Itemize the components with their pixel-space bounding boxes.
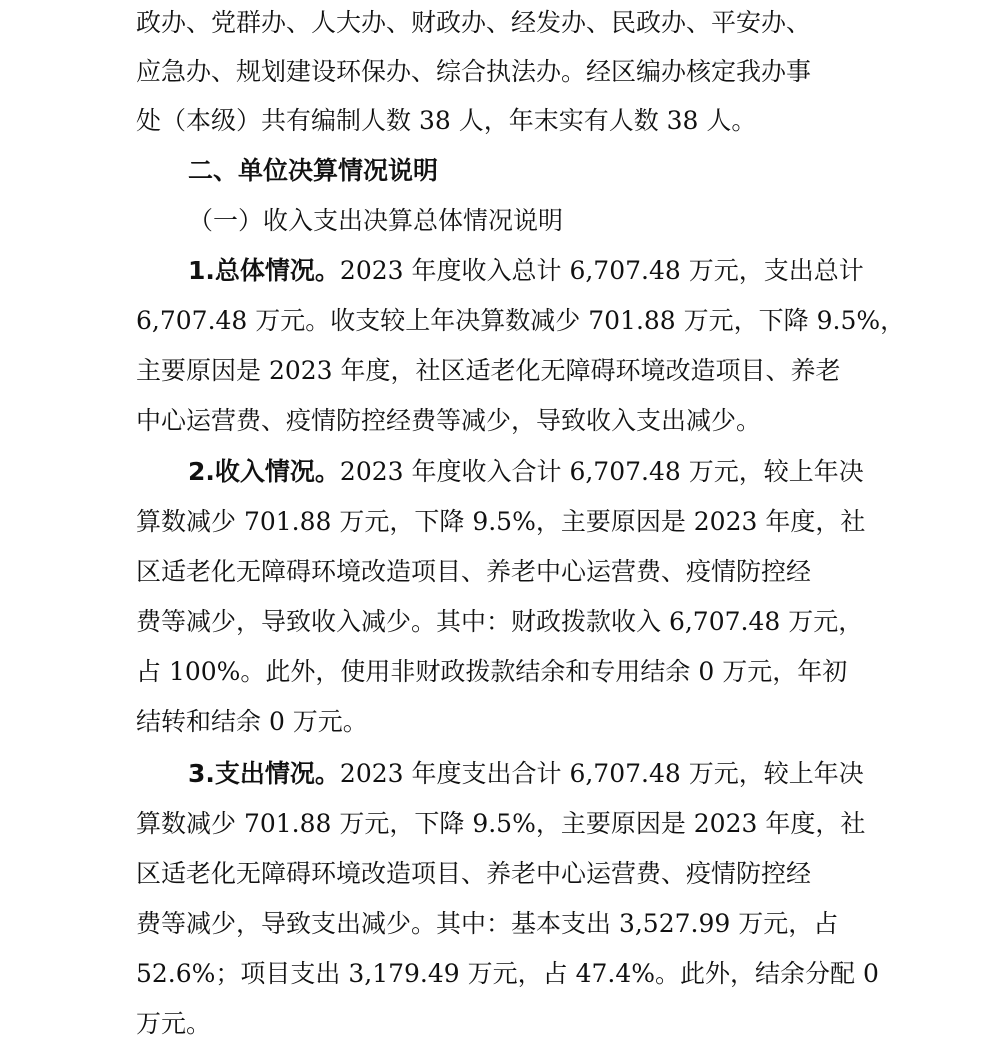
paragraph-line: 政办、党群办、人大办、财政办、经发办、民政办、平安办、 bbox=[136, 8, 812, 37]
paragraph-line: 费等减少，导致收入减少。其中：财政拨款收入 6,707.48 万元， bbox=[136, 607, 864, 636]
paragraph-line: 处（本级）共有编制人数 38 人，年末实有人数 38 人。 bbox=[136, 106, 757, 135]
paragraph-text: 2023 年度收入总计 6,707.48 万元，支出总计 bbox=[339, 256, 864, 285]
run-in-heading: 支出情况。 bbox=[214, 759, 340, 788]
section-heading: 二、单位决算情况说明 bbox=[188, 156, 439, 185]
paragraph-line: 占 100%。此外，使用非财政拨款结余和专用结余 0 万元，年初 bbox=[136, 657, 848, 686]
paragraph-first-line bbox=[0, 246, 1000, 296]
paragraph-line: 算数减少 701.88 万元，下降 9.5%，主要原因是 2023 年度，社 bbox=[136, 507, 866, 536]
item-number: 3. bbox=[188, 759, 215, 788]
paragraph-line: 区适老化无障碍环境改造项目、养老中心运营费、疫情防控经 bbox=[136, 859, 812, 888]
subsection-heading: （一）收入支出决算总体情况说明 bbox=[188, 206, 564, 235]
paragraph-line: 结转和结余 0 万元。 bbox=[136, 707, 368, 736]
paragraph-text: 2023 年度收入合计 6,707.48 万元，较上年决 bbox=[339, 457, 864, 486]
item-number: 1. bbox=[188, 256, 215, 285]
paragraph-first-line bbox=[0, 447, 1000, 497]
paragraph-first-line bbox=[0, 749, 1000, 799]
paragraph-line: 区适老化无障碍环境改造项目、养老中心运营费、疫情防控经 bbox=[136, 557, 812, 586]
paragraph-line: 6,707.48 万元。收支较上年决算数减少 701.88 万元，下降 9.5%， bbox=[136, 306, 906, 335]
paragraph-line: 中心运营费、疫情防控经费等减少，导致收入支出减少。 bbox=[136, 406, 762, 435]
paragraph-line: 主要原因是 2023 年度，社区适老化无障碍环境改造项目、养老 bbox=[136, 356, 841, 385]
paragraph-line: 应急办、规划建设环保办、综合执法办。经区编办核定我办事 bbox=[136, 57, 812, 86]
run-in-heading: 收入情况。 bbox=[214, 457, 340, 486]
paragraph-line: 52.6%；项目支出 3,179.49 万元，占 47.4%。此外，结余分配 0 bbox=[136, 959, 879, 988]
item-number: 2. bbox=[188, 457, 215, 486]
paragraph-line: 算数减少 701.88 万元，下降 9.5%，主要原因是 2023 年度，社 bbox=[136, 809, 866, 838]
paragraph-line: 万元。 bbox=[136, 1009, 212, 1038]
paragraph-line: 费等减少，导致支出减少。其中：基本支出 3,527.99 万元，占 bbox=[136, 909, 839, 938]
run-in-heading: 总体情况。 bbox=[214, 256, 340, 285]
paragraph-text: 2023 年度支出合计 6,707.48 万元，较上年决 bbox=[339, 759, 864, 788]
